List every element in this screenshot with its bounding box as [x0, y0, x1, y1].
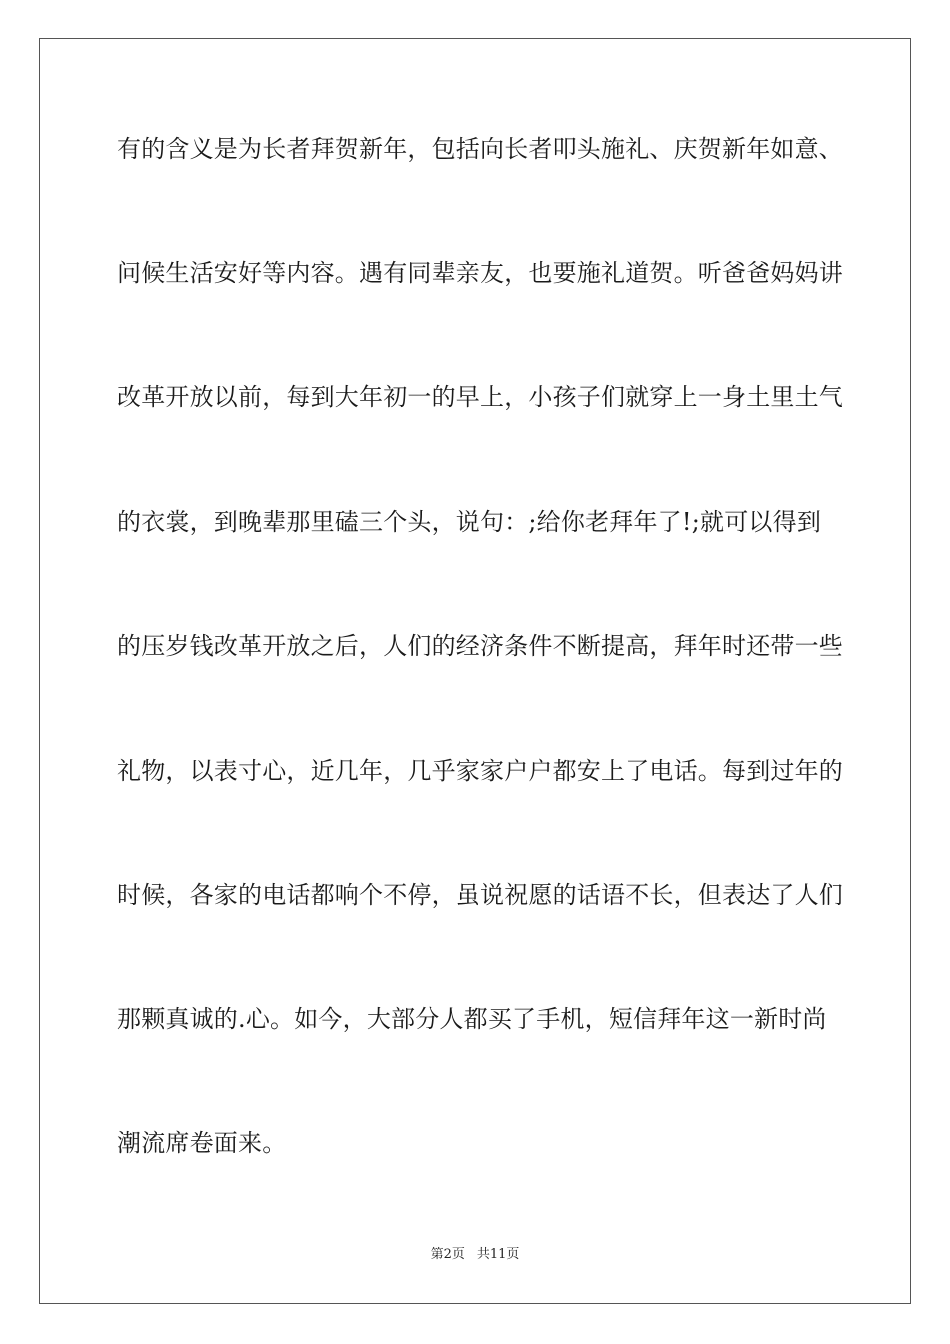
text-line: 问候生活安好等内容。遇有同辈亲友，也要施礼道贺。听爸爸妈妈讲 [117, 259, 843, 287]
page-total: 共11页 [476, 1247, 520, 1262]
text-line: 的衣裳，到晚辈那里磕三个头，说句：;给你老拜年了!;就可以得到 [117, 508, 822, 536]
text-line: 时候，各家的电话都响个不停，虽说祝愿的话语不长，但表达了人们 [117, 881, 843, 909]
text-line: 那颗真诚的.心。如今，大部分人都买了手机，短信拜年这一新时尚 [117, 1005, 827, 1033]
text-line: 潮流席卷面来。 [117, 1129, 287, 1157]
page-number: 第2页 [430, 1247, 465, 1262]
text-line: 的压岁钱改革开放之后，人们的经济条件不断提高，拜年时还带一些 [117, 632, 843, 660]
text-line: 改革开放以前，每到大年初一的早上，小孩子们就穿上一身土里土气 [117, 383, 843, 411]
text-line: 礼物，以表寸心，近几年，几乎家家户户都安上了电话。每到过年的 [117, 757, 843, 785]
page-border [39, 38, 911, 1304]
page-footer [0, 1247, 950, 1263]
text-line: 有的含义是为长者拜贺新年，包括向长者叩头施礼、庆贺新年如意、 [117, 135, 843, 163]
